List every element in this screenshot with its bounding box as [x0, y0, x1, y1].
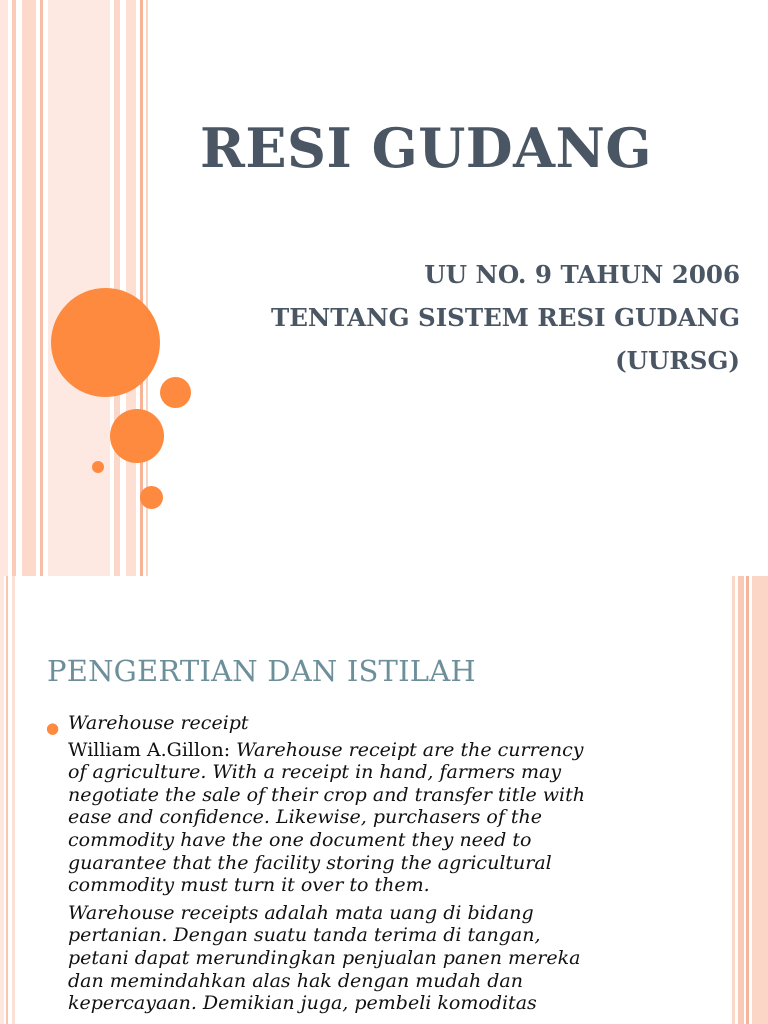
decorative-stripe: [746, 576, 749, 1024]
slide-body: [46, 712, 686, 1015]
decorative-stripe: [738, 576, 744, 1024]
decorative-stripe: [0, 0, 8, 576]
decorative-stripe: [126, 0, 136, 576]
decorative-circle-small: [140, 486, 163, 509]
bullet-item: [46, 712, 686, 735]
decorative-stripe: [6, 576, 8, 1024]
quote-line: [68, 739, 686, 762]
section-heading: PENGERTIAN DAN ISTILAH: [47, 654, 476, 688]
quote-line: commodity have the one document they need to: [68, 828, 532, 851]
slide-title: RESI GUDANG: [200, 116, 653, 180]
decorative-stripe: [0, 576, 4, 1024]
translation-line: kepercayaan. Demikian juga, pembeli komoditas: [68, 992, 537, 1015]
decorative-stripe: [22, 0, 36, 576]
decorative-stripe: [752, 576, 768, 1024]
quote-line: ease and confidence. Likewise, purchasers of the: [68, 806, 543, 829]
quote-author: William A.Gillon:: [68, 738, 237, 761]
decorative-circle-tiny: [92, 461, 104, 473]
decorative-stripe: [732, 576, 735, 1024]
subtitle-line: TENTANG SISTEM RESI GUDANG: [270, 303, 740, 332]
decorative-circle-large: [51, 288, 160, 397]
bullet-dot-icon: ●: [46, 719, 60, 737]
quote-line: negotiate the sale of their crop and transfer title with: [68, 783, 585, 806]
slide-subtitle: [180, 253, 740, 382]
subtitle-line: UU NO. 9 TAHUN 2006: [424, 260, 740, 289]
decorative-circle-medium: [110, 409, 164, 463]
bullet-label: Warehouse receipt: [68, 712, 249, 734]
quote-line: guarantee that the facility storing the agricultural: [68, 851, 552, 874]
quote-text: Warehouse receipt are the currency: [236, 738, 584, 761]
decorative-stripe: [12, 0, 16, 576]
translation-line: petani dapat merundingkan penjualan panen mereka: [68, 946, 581, 969]
quote-line: commodity must turn it over to them.: [68, 874, 430, 897]
translation-paragraph-indonesian: [46, 902, 686, 1015]
decorative-stripe: [12, 576, 15, 1024]
subtitle-line: (UURSG): [615, 346, 740, 375]
translation-line: pertanian. Dengan suatu tanda terima di tangan,: [68, 924, 541, 947]
content-slide: [0, 576, 768, 1024]
translation-line: dan memindahkan alas hak dengan mudah dan: [68, 969, 523, 992]
quote-paragraph-english: [46, 739, 686, 897]
translation-line: Warehouse receipts adalah mata uang di bidang: [68, 901, 534, 924]
quote-line: of agriculture. With a receipt in hand, farmers may: [68, 761, 562, 784]
decorative-stripe: [40, 0, 43, 576]
